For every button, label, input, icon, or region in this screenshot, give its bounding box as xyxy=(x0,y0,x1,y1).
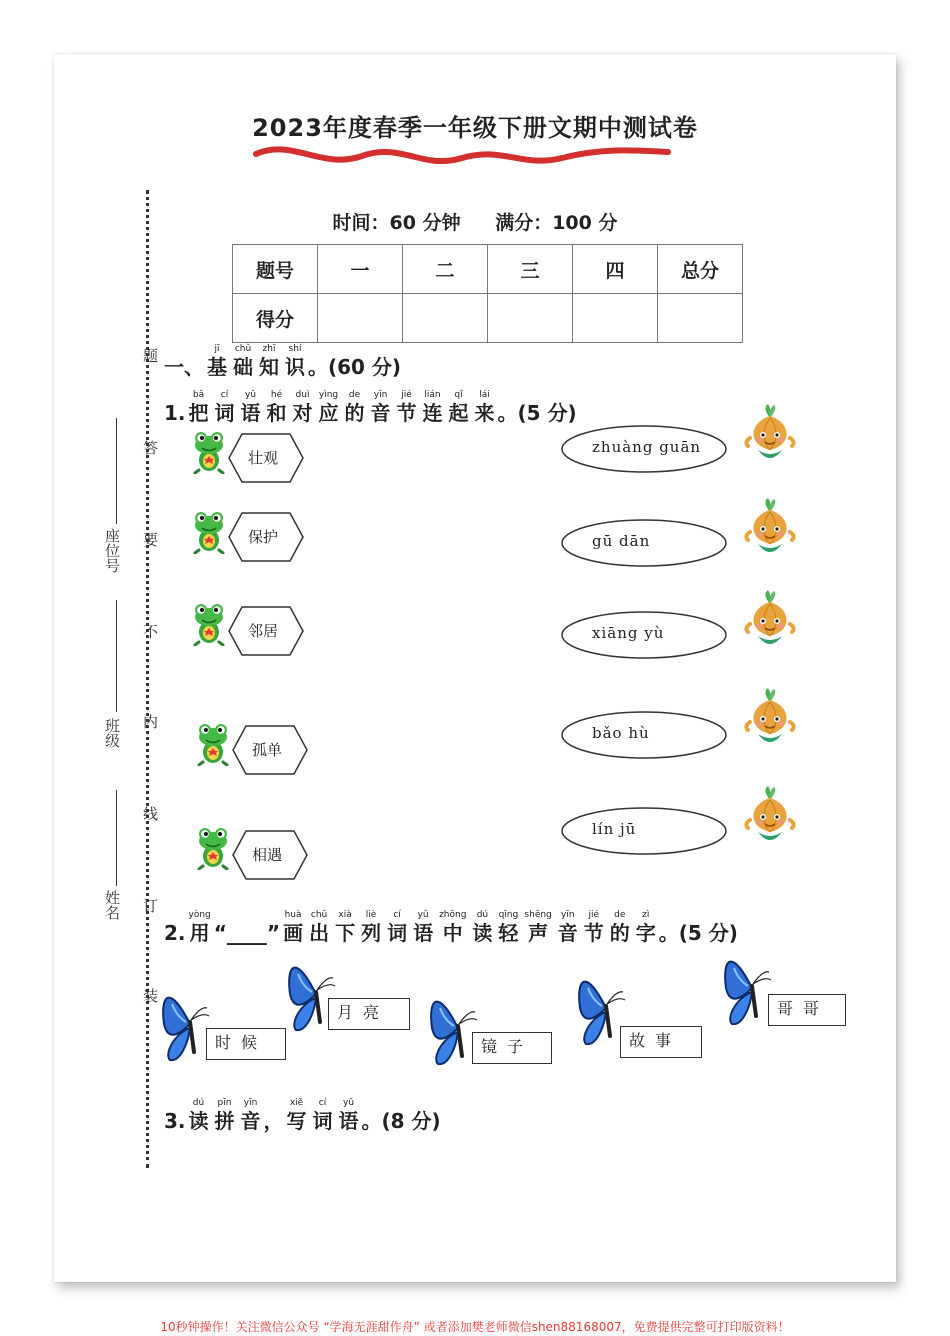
pinyin-annotation: chǔ xyxy=(234,344,252,354)
binding-warning-char: 不 xyxy=(141,624,159,639)
pinyin-annotation: huà xyxy=(284,910,302,920)
pinyin-annotation: yīn xyxy=(373,390,388,400)
exam-title: 2023年度春季一年级下册文期中测试卷 xyxy=(252,114,698,142)
hanzi-char: 语 xyxy=(338,1109,359,1133)
pinyin-annotation: hé xyxy=(270,390,283,400)
oval-pinyin: gū dān xyxy=(592,532,651,550)
ruby-char xyxy=(524,910,551,945)
pinyin-annotation: yìng xyxy=(318,390,339,400)
ruby-char xyxy=(293,390,313,425)
ruby-char xyxy=(475,390,495,425)
ruby-char xyxy=(498,910,518,945)
ruby-char xyxy=(413,910,433,945)
word-box[interactable]: 月亮 xyxy=(328,998,410,1030)
binding-warning-char: 线 xyxy=(141,806,159,821)
hanzi-char: 声 xyxy=(528,921,549,945)
ruby-char xyxy=(636,910,656,945)
pinyin-annotation: yǔ xyxy=(245,390,257,400)
hanzi-char: 和 xyxy=(266,401,287,425)
score-cell[interactable] xyxy=(488,294,573,343)
onion-character-icon xyxy=(744,404,796,470)
pinyin-annotation: zhōng xyxy=(439,910,467,920)
binding-warning-char: 装 xyxy=(141,988,159,1003)
q2-heading xyxy=(164,910,738,945)
footer-promo-text: 10秒钟操作！关注微信公众号 “学海无涯甜作舟” 或者添加樊老师微信shen88168007，免费提供完整可打印版资料！ xyxy=(160,1320,790,1334)
ruby-char xyxy=(309,910,329,945)
pinyin-annotation: zì xyxy=(642,910,650,920)
pinyin-annotation: yòng xyxy=(188,910,211,920)
word-box[interactable]: 时候 xyxy=(206,1028,286,1060)
ruby-char xyxy=(558,910,578,945)
oval-pinyin: xiāng yù xyxy=(592,624,665,642)
ruby-char xyxy=(371,390,391,425)
pinyin-annotation: pīn xyxy=(217,1098,232,1108)
pinyin-annotation: lián xyxy=(424,390,441,400)
hanzi-char: 画 xyxy=(283,921,304,945)
q3-heading xyxy=(164,1098,441,1133)
binding-warning-char: 订 xyxy=(141,898,159,913)
ruby-char xyxy=(267,390,287,425)
ruby-char xyxy=(339,1098,359,1133)
heading-text: 一、 xyxy=(164,355,204,379)
pinyin-annotation: cí xyxy=(393,910,401,920)
frog-icon xyxy=(194,826,232,874)
hanzi-char: 读 xyxy=(188,1109,209,1133)
hexagon-word: 邻居 xyxy=(248,622,279,640)
seat-number-label: 座位号 xyxy=(103,528,121,573)
pinyin-annotation: lái xyxy=(479,390,490,400)
hanzi-char: 音 xyxy=(557,921,578,945)
score-table xyxy=(232,244,743,343)
score-header: 一 xyxy=(318,245,403,294)
hanzi-char: 语 xyxy=(413,921,434,945)
heading-text: ， xyxy=(263,1109,284,1133)
heading-text: 。(60 分) xyxy=(308,355,402,379)
pinyin-annotation: jī xyxy=(214,344,220,354)
pinyin-annotation: duì xyxy=(295,390,310,400)
onion-character-icon xyxy=(744,498,796,564)
ruby-char xyxy=(233,344,253,379)
word-box[interactable]: 镜子 xyxy=(472,1032,552,1064)
onion-character-icon xyxy=(744,688,796,754)
frog-icon xyxy=(190,602,228,650)
pinyin-annotation: shēng xyxy=(524,910,552,920)
pinyin-annotation: qǐ xyxy=(454,390,463,400)
hanzi-char: 列 xyxy=(361,921,382,945)
hanzi-char: 识 xyxy=(285,355,305,379)
ruby-char xyxy=(423,390,443,425)
binding-warning-char: 题 xyxy=(141,348,159,363)
pinyin-annotation: yīn xyxy=(243,1098,258,1108)
hanzi-char: 中 xyxy=(442,921,463,945)
hanzi-char: 把 xyxy=(188,401,209,425)
ruby-char xyxy=(189,1098,209,1133)
word-box[interactable]: 哥哥 xyxy=(768,994,846,1026)
binding-warning-char: 答 xyxy=(141,440,159,455)
full-score: 满分：100 分 xyxy=(495,212,618,234)
word-box[interactable]: 故事 xyxy=(620,1026,702,1058)
oval-pinyin: bǎo hù xyxy=(592,724,650,742)
heading-text: 3. xyxy=(164,1109,186,1133)
hanzi-char: 起 xyxy=(448,401,469,425)
score-cell[interactable] xyxy=(403,294,488,343)
pinyin-annotation: cí xyxy=(220,390,229,400)
pinyin-annotation: xiě xyxy=(289,1098,304,1108)
pinyin-annotation: dú xyxy=(192,1098,205,1108)
hexagon-word: 壮观 xyxy=(248,449,279,467)
seat-number-line[interactable] xyxy=(116,418,117,524)
hanzi-char: 的 xyxy=(344,401,365,425)
hexagon-word: 相遇 xyxy=(252,846,283,864)
ruby-char xyxy=(584,910,604,945)
section1-heading xyxy=(164,344,401,379)
pinyin-annotation: de xyxy=(614,910,626,920)
hanzi-char: 词 xyxy=(387,921,408,945)
hanzi-char: 字 xyxy=(635,921,656,945)
hanzi-char: 基 xyxy=(207,355,227,379)
heading-text: 。(5 分) xyxy=(658,921,738,945)
pinyin-annotation: yǔ xyxy=(417,910,429,920)
ruby-char xyxy=(313,1098,333,1133)
ruby-char xyxy=(207,344,227,379)
pinyin-annotation: shí xyxy=(288,344,302,354)
pinyin-annotation: de xyxy=(348,390,361,400)
binding-dotted-line xyxy=(146,190,149,1168)
onion-character-icon xyxy=(744,590,796,656)
frog-icon xyxy=(194,722,232,770)
ruby-char xyxy=(439,910,466,945)
hanzi-char: 知 xyxy=(259,355,279,379)
oval-pinyin: zhuàng guān xyxy=(592,438,702,456)
score-header: 二 xyxy=(403,245,488,294)
frog-icon xyxy=(190,510,228,558)
hanzi-char: 写 xyxy=(286,1109,307,1133)
hanzi-char: 对 xyxy=(292,401,313,425)
ruby-char xyxy=(387,910,407,945)
score-header: 题号 xyxy=(233,245,318,294)
score-table-score-row xyxy=(233,294,743,343)
frog-icon xyxy=(190,430,228,478)
butterfly-icon xyxy=(722,948,774,1032)
pinyin-annotation: jié xyxy=(588,910,600,920)
pinyin-annotation: liè xyxy=(365,910,377,920)
ruby-char xyxy=(361,910,381,945)
hanzi-char: 下 xyxy=(335,921,356,945)
hanzi-char: 来 xyxy=(474,401,495,425)
pinyin-annotation: chū xyxy=(310,910,328,920)
hanzi-char: 的 xyxy=(609,921,630,945)
ruby-char xyxy=(241,1098,261,1133)
hexagon-word: 孤单 xyxy=(252,741,283,759)
hanzi-char: 应 xyxy=(318,401,339,425)
hanzi-char: 用 xyxy=(189,921,210,945)
hanzi-char: 础 xyxy=(233,355,253,379)
score-table-header-row xyxy=(233,245,743,294)
pinyin-annotation: zhī xyxy=(262,344,276,354)
hexagon-word: 保护 xyxy=(248,528,279,546)
pinyin-annotation: qīng xyxy=(498,910,519,920)
q1-heading xyxy=(164,390,577,425)
pinyin-annotation: dú xyxy=(476,910,489,920)
heading-text: 。(5 分) xyxy=(497,401,577,425)
ruby-char xyxy=(319,390,339,425)
score-header: 四 xyxy=(573,245,658,294)
ruby-char xyxy=(335,910,355,945)
hanzi-char: 词 xyxy=(312,1109,333,1133)
pinyin-annotation: bǎ xyxy=(192,390,205,400)
heading-text: “____” xyxy=(213,921,281,945)
hanzi-char: 节 xyxy=(396,401,417,425)
ruby-char xyxy=(215,1098,235,1133)
pinyin-annotation: xià xyxy=(338,910,352,920)
name-label: 姓名 xyxy=(103,890,121,920)
binding-warning-char: 内 xyxy=(141,714,159,729)
ruby-char xyxy=(215,390,235,425)
hanzi-char: 拼 xyxy=(214,1109,235,1133)
hanzi-char: 词 xyxy=(214,401,235,425)
ruby-char xyxy=(610,910,630,945)
ruby-char xyxy=(472,910,492,945)
binding-warning-char: 要 xyxy=(141,532,159,547)
butterfly-icon xyxy=(160,984,212,1068)
name-line[interactable] xyxy=(116,790,117,886)
score-header: 总分 xyxy=(658,245,743,294)
score-header: 三 xyxy=(488,245,573,294)
ruby-char xyxy=(345,390,365,425)
pinyin-oval[interactable] xyxy=(560,806,728,860)
ruby-char xyxy=(283,910,303,945)
score-row-label: 得分 xyxy=(233,294,318,343)
heading-text: 1. xyxy=(164,401,186,425)
class-line[interactable] xyxy=(116,600,117,712)
oval-pinyin: lín jū xyxy=(592,820,637,838)
score-cell[interactable] xyxy=(658,294,743,343)
ruby-char xyxy=(189,910,211,945)
heading-text: 。(8 分) xyxy=(361,1109,441,1133)
hanzi-char: 节 xyxy=(583,921,604,945)
ruby-char xyxy=(287,1098,307,1133)
ruby-char xyxy=(241,390,261,425)
hanzi-char: 语 xyxy=(240,401,261,425)
class-label: 班级 xyxy=(103,718,121,748)
hanzi-char: 读 xyxy=(472,921,493,945)
red-wave-decoration xyxy=(252,140,672,174)
time-limit: 时间：60 分钟 xyxy=(332,212,461,234)
score-cell[interactable] xyxy=(318,294,403,343)
time-info xyxy=(0,208,950,235)
pinyin-annotation: yǔ xyxy=(343,1098,355,1108)
hanzi-char: 连 xyxy=(422,401,443,425)
hanzi-char: 音 xyxy=(370,401,391,425)
ruby-char xyxy=(285,344,305,379)
ruby-char xyxy=(397,390,417,425)
hanzi-char: 音 xyxy=(240,1109,261,1133)
ruby-char xyxy=(189,390,209,425)
score-cell[interactable] xyxy=(573,294,658,343)
onion-character-icon xyxy=(744,786,796,852)
hanzi-char: 轻 xyxy=(498,921,519,945)
pinyin-annotation: jié xyxy=(401,390,412,400)
ruby-char xyxy=(449,390,469,425)
pinyin-annotation: cí xyxy=(318,1098,327,1108)
ruby-char xyxy=(259,344,279,379)
hanzi-char: 出 xyxy=(309,921,330,945)
pinyin-annotation: yīn xyxy=(561,910,575,920)
heading-text: 2. xyxy=(164,921,186,945)
